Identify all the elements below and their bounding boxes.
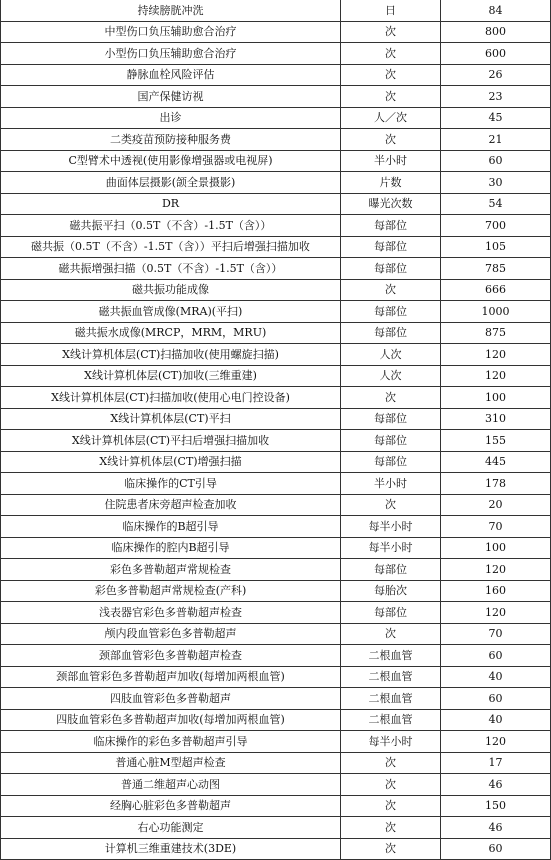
- unit-cell: 次: [341, 43, 441, 65]
- price-cell: 105: [441, 236, 551, 258]
- table-row: [1, 774, 551, 796]
- price-cell: 70: [441, 516, 551, 538]
- table-row: [1, 301, 551, 323]
- price-cell: 100: [441, 537, 551, 559]
- unit-cell: 每半小时: [341, 516, 441, 538]
- unit-cell: 每部位: [341, 301, 441, 323]
- item-name-cell: 磁共振水成像(MRCP，MRM，MRU): [1, 322, 341, 344]
- unit-cell: 二根血管: [341, 688, 441, 710]
- unit-cell: 次: [341, 838, 441, 860]
- unit-cell: 次: [341, 86, 441, 108]
- price-cell: 23: [441, 86, 551, 108]
- unit-cell: 每部位: [341, 451, 441, 473]
- price-cell: 45: [441, 107, 551, 129]
- table-row: [1, 387, 551, 409]
- item-name-cell: 国产保健访视: [1, 86, 341, 108]
- unit-cell: 每半小时: [341, 731, 441, 753]
- item-name-cell: 临床操作的B超引导: [1, 516, 341, 538]
- unit-cell: 次: [341, 752, 441, 774]
- unit-cell: 二根血管: [341, 645, 441, 667]
- table-row: [1, 666, 551, 688]
- item-name-cell: 磁共振平扫（0.5T（不含）-1.5T（含））: [1, 215, 341, 237]
- unit-cell: 每部位: [341, 236, 441, 258]
- item-name-cell: 小型伤口负压辅助愈合治疗: [1, 43, 341, 65]
- table-row: [1, 258, 551, 280]
- table-row: [1, 365, 551, 387]
- price-cell: 40: [441, 666, 551, 688]
- table-row: [1, 537, 551, 559]
- table-row: [1, 129, 551, 151]
- table-row: [1, 64, 551, 86]
- item-name-cell: 磁共振增强扫描（0.5T（不含）-1.5T（含））: [1, 258, 341, 280]
- item-name-cell: X线计算机体层(CT)扫描加收(使用心电门控设备): [1, 387, 341, 409]
- price-cell: 785: [441, 258, 551, 280]
- table-row: [1, 645, 551, 667]
- price-cell: 666: [441, 279, 551, 301]
- unit-cell: 每胎次: [341, 580, 441, 602]
- price-cell: 54: [441, 193, 551, 215]
- unit-cell: 每部位: [341, 258, 441, 280]
- item-name-cell: 磁共振血管成像(MRA)(平扫): [1, 301, 341, 323]
- unit-cell: 次: [341, 21, 441, 43]
- item-name-cell: 经胸心脏彩色多普勒超声: [1, 795, 341, 817]
- unit-cell: 次: [341, 387, 441, 409]
- table-row: [1, 21, 551, 43]
- price-cell: 150: [441, 795, 551, 817]
- table-row: [1, 0, 551, 21]
- unit-cell: 次: [341, 817, 441, 839]
- table-row: [1, 279, 551, 301]
- table-row: [1, 86, 551, 108]
- unit-cell: 次: [341, 279, 441, 301]
- item-name-cell: 浅表器官彩色多普勒超声检查: [1, 602, 341, 624]
- price-cell: 84: [441, 0, 551, 21]
- item-name-cell: 磁共振功能成像: [1, 279, 341, 301]
- item-name-cell: DR: [1, 193, 341, 215]
- item-name-cell: X线计算机体层(CT)加收(三维重建): [1, 365, 341, 387]
- price-cell: 60: [441, 688, 551, 710]
- table-row: [1, 516, 551, 538]
- item-name-cell: 中型伤口负压辅助愈合治疗: [1, 21, 341, 43]
- unit-cell: 次: [341, 129, 441, 151]
- item-name-cell: 颈部血管彩色多普勒超声加收(每增加两根血管): [1, 666, 341, 688]
- price-cell: 20: [441, 494, 551, 516]
- unit-cell: 次: [341, 795, 441, 817]
- table-row: [1, 709, 551, 731]
- item-name-cell: X线计算机体层(CT)平扫后增强扫描加收: [1, 430, 341, 452]
- price-cell: 60: [441, 645, 551, 667]
- table-row: [1, 408, 551, 430]
- item-name-cell: 持续膀胱冲洗: [1, 0, 341, 21]
- price-cell: 310: [441, 408, 551, 430]
- price-cell: 600: [441, 43, 551, 65]
- price-cell: 30: [441, 172, 551, 194]
- price-cell: 875: [441, 322, 551, 344]
- price-cell: 46: [441, 774, 551, 796]
- item-name-cell: 临床操作的腔内B超引导: [1, 537, 341, 559]
- price-cell: 700: [441, 215, 551, 237]
- unit-cell: 每部位: [341, 602, 441, 624]
- price-cell: 26: [441, 64, 551, 86]
- unit-cell: 半小时: [341, 150, 441, 172]
- item-name-cell: 四肢血管彩色多普勒超声: [1, 688, 341, 710]
- table-row: [1, 752, 551, 774]
- table-row: [1, 43, 551, 65]
- table-row: [1, 559, 551, 581]
- unit-cell: 人次: [341, 344, 441, 366]
- item-name-cell: 普通二维超声心动图: [1, 774, 341, 796]
- item-name-cell: X线计算机体层(CT)扫描加收(使用螺旋扫描): [1, 344, 341, 366]
- unit-cell: 二根血管: [341, 709, 441, 731]
- item-name-cell: 曲面体层摄影(颌全景摄影): [1, 172, 341, 194]
- price-cell: 178: [441, 473, 551, 495]
- price-cell: 60: [441, 838, 551, 860]
- table-row: [1, 344, 551, 366]
- table-row: [1, 236, 551, 258]
- item-name-cell: 磁共振（0.5T（不含）-1.5T（含））平扫后增强扫描加收: [1, 236, 341, 258]
- unit-cell: 片数: [341, 172, 441, 194]
- table-row: [1, 838, 551, 860]
- table-row: [1, 688, 551, 710]
- unit-cell: 每部位: [341, 559, 441, 581]
- table-row: [1, 817, 551, 839]
- table-row: [1, 150, 551, 172]
- table-row: [1, 107, 551, 129]
- table-row: [1, 731, 551, 753]
- item-name-cell: 计算机三维重建技术(3DE): [1, 838, 341, 860]
- item-name-cell: 彩色多普勒超声常规检查: [1, 559, 341, 581]
- unit-cell: 半小时: [341, 473, 441, 495]
- price-cell: 21: [441, 129, 551, 151]
- price-cell: 1000: [441, 301, 551, 323]
- price-cell: 120: [441, 602, 551, 624]
- table-row: [1, 580, 551, 602]
- price-cell: 120: [441, 344, 551, 366]
- item-name-cell: C型臂术中透视(使用影像增强器或电视屏): [1, 150, 341, 172]
- item-name-cell: 颈部血管彩色多普勒超声检查: [1, 645, 341, 667]
- unit-cell: 每部位: [341, 408, 441, 430]
- unit-cell: 人次: [341, 365, 441, 387]
- price-cell: 160: [441, 580, 551, 602]
- item-name-cell: 彩色多普勒超声常规检查(产科): [1, 580, 341, 602]
- table-row: [1, 430, 551, 452]
- item-name-cell: 临床操作的CT引导: [1, 473, 341, 495]
- unit-cell: 每部位: [341, 430, 441, 452]
- price-cell: 17: [441, 752, 551, 774]
- unit-cell: 每半小时: [341, 537, 441, 559]
- table-row: [1, 215, 551, 237]
- item-name-cell: X线计算机体层(CT)平扫: [1, 408, 341, 430]
- price-cell: 120: [441, 365, 551, 387]
- item-name-cell: 临床操作的彩色多普勒超声引导: [1, 731, 341, 753]
- unit-cell: 人／次: [341, 107, 441, 129]
- unit-cell: 二根血管: [341, 666, 441, 688]
- unit-cell: 次: [341, 494, 441, 516]
- unit-cell: 次: [341, 774, 441, 796]
- unit-cell: 日: [341, 0, 441, 21]
- table-row: [1, 602, 551, 624]
- table-row: [1, 451, 551, 473]
- price-cell: 120: [441, 731, 551, 753]
- unit-cell: 次: [341, 64, 441, 86]
- unit-cell: 每部位: [341, 215, 441, 237]
- price-cell: 46: [441, 817, 551, 839]
- unit-cell: 每部位: [341, 322, 441, 344]
- price-cell: 800: [441, 21, 551, 43]
- item-name-cell: 右心功能测定: [1, 817, 341, 839]
- item-name-cell: 二类疫苗预防接种服务费: [1, 129, 341, 151]
- table-row: [1, 494, 551, 516]
- price-cell: 445: [441, 451, 551, 473]
- table-row: [1, 623, 551, 645]
- table-row: [1, 322, 551, 344]
- price-cell: 40: [441, 709, 551, 731]
- table-row: [1, 193, 551, 215]
- item-name-cell: 普通心脏M型超声检查: [1, 752, 341, 774]
- item-name-cell: 出诊: [1, 107, 341, 129]
- item-name-cell: X线计算机体层(CT)增强扫描: [1, 451, 341, 473]
- table-row: [1, 172, 551, 194]
- price-cell: 60: [441, 150, 551, 172]
- table-row: [1, 795, 551, 817]
- table-row: [1, 473, 551, 495]
- price-cell: 70: [441, 623, 551, 645]
- item-name-cell: 颅内段血管彩色多普勒超声: [1, 623, 341, 645]
- price-cell: 100: [441, 387, 551, 409]
- price-cell: 155: [441, 430, 551, 452]
- unit-cell: 次: [341, 623, 441, 645]
- item-name-cell: 四肢血管彩色多普勒超声加收(每增加两根血管): [1, 709, 341, 731]
- unit-cell: 曝光次数: [341, 193, 441, 215]
- item-name-cell: 静脉血栓风险评估: [1, 64, 341, 86]
- price-cell: 120: [441, 559, 551, 581]
- item-name-cell: 住院患者床旁超声检查加收: [1, 494, 341, 516]
- fee-table-body: [1, 0, 551, 860]
